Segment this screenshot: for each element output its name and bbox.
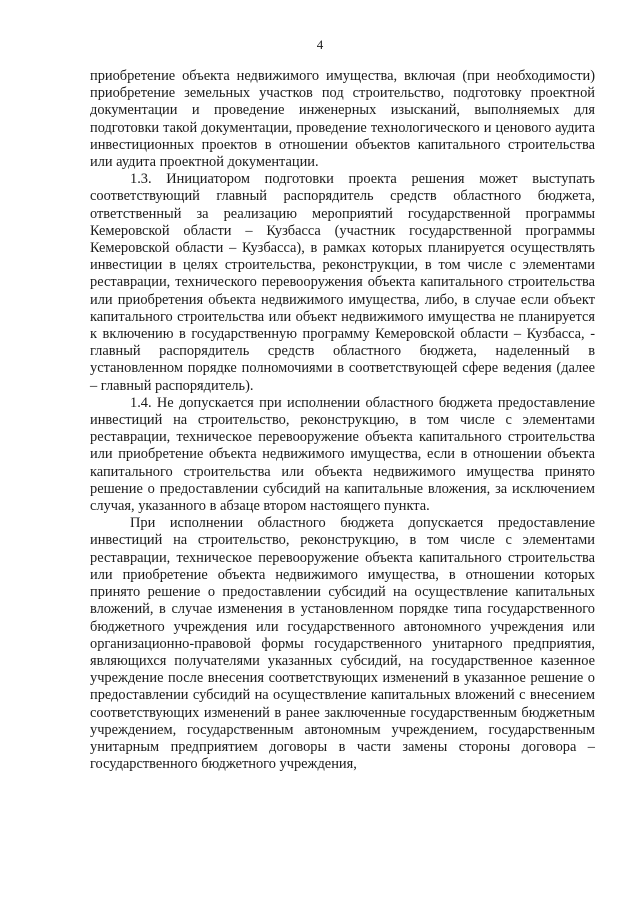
paragraph-continuation: приобретение объекта недвижимого имущества, включая (при необходимости) приобретение земельных участков под строительство, подготовку проектной документации и проведение инженерных изысканий, выполняемых для подготовки такой документации, проведение технологического и ценового аудита инвестиционных проектов в отношении объектов капитального строительства или аудита проектной документации. <box>90 68 595 171</box>
paragraph-1-4: 1.4. Не допускается при исполнении областного бюджета предоставление инвестиций на строительство, реконструкцию, в том числе с элементами реставрации, техническое перевооружение объекта капитального строительства или приобретение объекта недвижимого имущества, если в отношении объекта капитального строительства или объекта недвижимого имущества принято решение о предоставлении субсидий на капитальные вложения, за исключением случая, указанного в абзаце втором настоящего пункта. <box>90 394 595 515</box>
document-body <box>90 68 595 773</box>
paragraph-1-4-second: При исполнении областного бюджета допускается предоставление инвестиций на строительство, реконструкцию, в том числе с элементами реставрации, техническое перевооружение объекта капитального строительства или приобретение объекта недвижимого имущества, в отношении которых принято решение о предоставлении субсидий на осуществление капитальных вложений, в случае изменения в установленном порядке типа государственного бюджетного учреждения или государственного автономного учреждения или организационно-правовой формы государственного унитарного предприятия, являющихся получателями указанных субсидий, на государственное казенное учреждение после внесения соответствующих изменений в указанное решение о предоставлении субсидий на осуществление капитальных вложений с внесением соответствующих изменений в ранее заключенные государственным бюджетным учреждением, государственным автономным учреждением, государственным унитарным предприятием договоры в части замены стороны договора – государственного бюджетного учреждения, <box>90 515 595 773</box>
paragraph-1-3: 1.3. Инициатором подготовки проекта решения может выступать соответствующий главный распорядитель средств областного бюджета, ответственный за реализацию мероприятий государственной программы Кемеровской области – Кузбасса (участник государственной программы Кемеровской области – Кузбасса), в рамках которых планируется осуществлять инвестиции в целях строительства, реконструкции, в том числе с элементами реставрации, технического перевооружения объекта капитального строительства или приобретения объекта недвижимого имущества, либо, в случае если объект капитального строительства или объект недвижимого имущества не планируется к включению в государственную программу Кемеровской области – Кузбасса, - главный распорядитель средств областного бюджета, наделенный в установленном порядке полномочиями в соответствующей сфере ведения (далее – главный распорядитель). <box>90 171 595 394</box>
page-number: 4 <box>316 37 324 52</box>
